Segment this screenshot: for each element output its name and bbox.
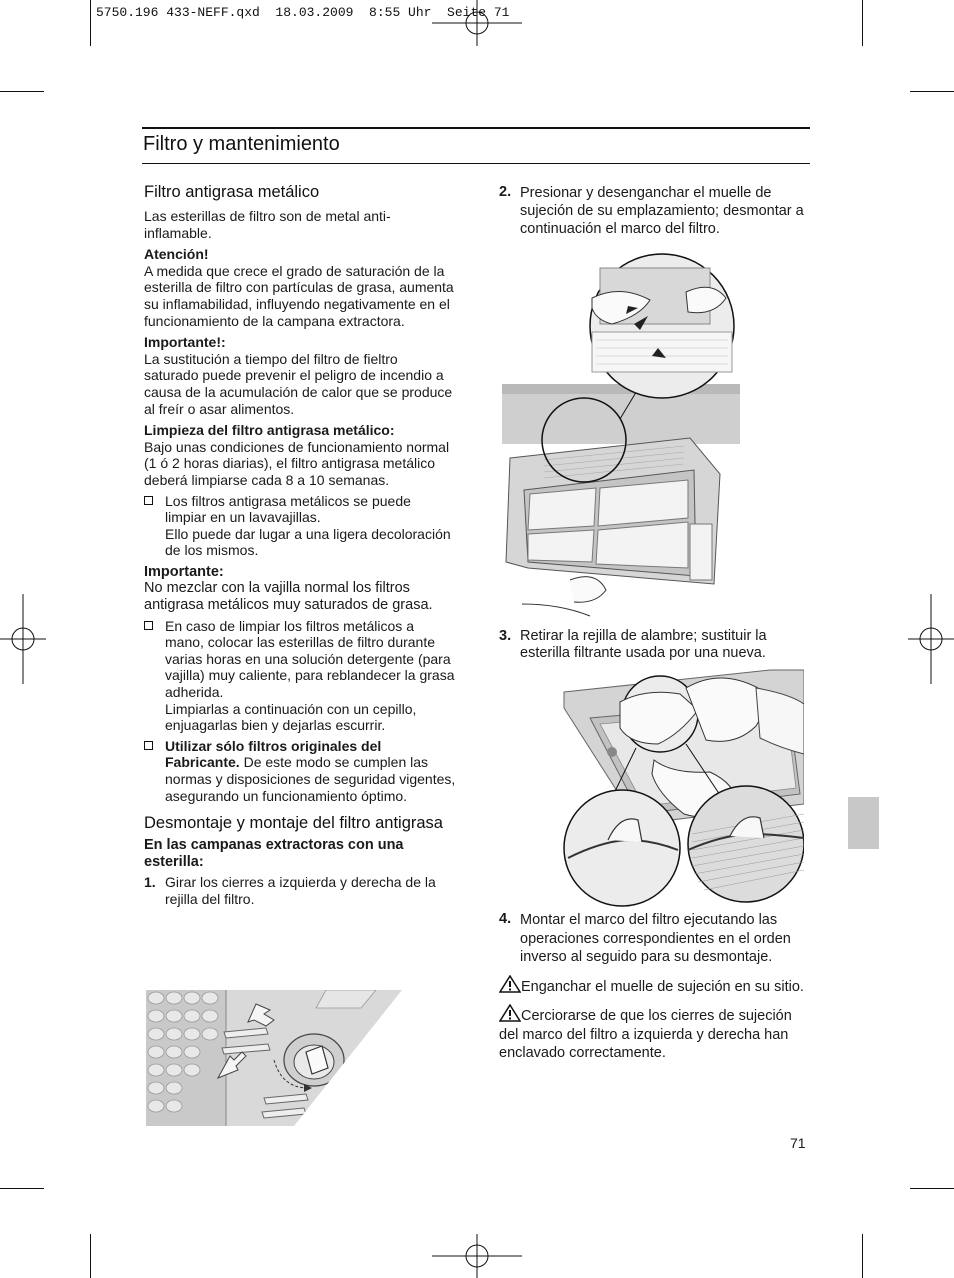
section-title-filter: Filtro antigrasa metálico [144,183,320,201]
chapter-tab-marker [848,797,879,849]
bullet-hand-wash [144,618,456,734]
warning-spring-text: Enganchar el muelle de sujeción en su sitio. [521,978,804,995]
warning-locks-line [499,1002,811,1063]
checkbox-bullet-icon [144,741,153,750]
bullet-dishwasher-extra: Ello puede dar lugar a una ligera decoloración de los mismos. [165,525,451,559]
registration-mark-top [432,0,522,46]
warning-locks [499,1002,811,1063]
step-4 [499,911,811,967]
page-title: Filtro y mantenimiento [143,133,340,155]
step-3-number: 3. [499,628,512,644]
section-title-dismantle: Desmontaje y montaje del filtro antigrasa [144,814,443,833]
bullet-dishwasher-text: Los filtros antigrasa metálicos se puede limpiar en un lavavajillas. [165,492,411,526]
intro-text: Las esterillas de filtro son de metal anti-inflamable. [144,208,391,241]
warning-spring [499,973,811,997]
registration-mark-bottom [432,1234,522,1278]
step-3 [499,628,811,662]
bullet-original-filters [144,738,456,804]
bullet-original-filters-rest: De este modo se cumplen las normas y disposiciones de seguridad vigentes, asegurando un funcionamiento óptimo. [165,754,456,804]
step-2 [499,184,811,238]
step-1 [144,874,456,907]
important-label-2: Importante: [144,563,224,580]
registration-mark-right [908,594,954,684]
step-1-number: 1. [144,874,156,891]
bullet-dishwasher [144,493,456,559]
step-3-text: Retirar la rejilla de alambre; sustituir la esterilla filtrante usada por una nueva. [520,628,767,661]
bullet-original-filters-text [165,738,456,804]
bullet-hand-wash-extra: Limpiarlas a continuación con un cepillo, enjuagarlas bien y dejarlas escurrir. [165,700,417,734]
important-text-1: La sustitución a tiempo del filtro de fieltro saturado puede prevenir el peligro de incendio a causa de la acumulación de calor que se produce al freír o asar alimentos. [144,350,453,417]
attention-label: Atención! [144,246,209,263]
right-column-step3 [499,628,811,662]
left-column [144,183,456,908]
important-text-2: No mezclar con la vajilla normal los filtros antigrasa metálicos muy saturados de grasa. [144,580,433,614]
checkbox-bullet-icon [144,621,153,630]
warning-icon [499,975,521,993]
title-rule-bottom [142,163,810,164]
warning-locks-text: Cerciorarse de que los cierres de sujeción del marco del filtro a izquierda y derecha han enclavado correctamente. [499,1008,792,1061]
right-column-step2 [499,184,811,238]
step-2-number: 2. [499,184,512,200]
cleaning-label: Limpieza del filtro antigrasa metálico: [144,422,395,439]
figure-spring-release [500,244,742,620]
step-4-number: 4. [499,911,512,927]
attention-text: A medida que crece el grado de saturación de la esterilla de filtro con partículas de grasa, aumenta su inflamabilidad, influyendo negativamente en el funcionamiento de la campana extractora. [144,262,454,329]
right-column-step4 [499,911,811,1063]
print-header: 5750.196 433-NEFF.qxd 18.03.2009 8:55 Uhr Seite 71 [96,5,510,20]
figure-lock-rotation [146,990,402,1126]
registration-mark-left [0,594,46,684]
warning-spring-line [499,973,811,997]
checkbox-bullet-icon [144,496,153,505]
important-label-1: Importante!: [144,334,226,351]
step-2-text: Presionar y desenganchar el muelle de sujeción de su emplazamiento; desmontar a continuación el marco del filtro. [520,185,804,237]
title-rule-top [142,127,810,129]
step-4-text: Montar el marco del filtro ejecutando las operaciones correspondientes en el orden inverso al seguido para su desmontaje. [520,912,791,965]
warning-icon [499,1004,521,1022]
page-number: 71 [790,1135,806,1151]
step-1-text: Girar los cierres a izquierda y derecha de la rejilla del filtro. [165,874,436,907]
bullet-original-filters-bold: Utilizar sólo filtros originales del Fabricante. [165,737,382,771]
subsection-single-mat: En las campanas extractoras con una esterilla: [144,837,404,870]
figure-wire-grid-removal [560,664,804,908]
cleaning-text: Bajo unas condiciones de funcionamiento normal (1 ó 2 horas diarias), el filtro antigrasa metálico deberá limpiarse cada 8 a 10 semanas. [144,438,450,488]
bullet-hand-wash-text: En caso de limpiar los filtros metálicos a mano, colocar las esterillas de filtro durante varias horas en una solución detergente (para vajilla) muy caliente, para reblandecer la grasa adherida. [165,617,455,701]
